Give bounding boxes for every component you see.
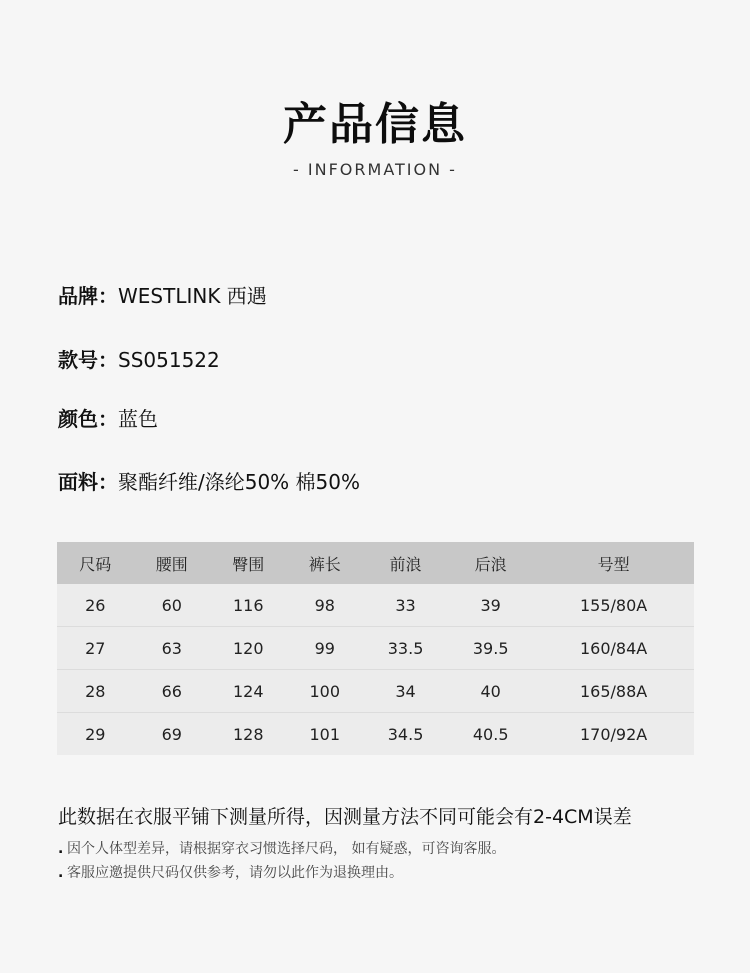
size-table xyxy=(57,542,694,755)
table-cell: 66 xyxy=(134,670,211,713)
info-style-number xyxy=(58,344,220,373)
table-cell: 160/84A xyxy=(533,627,694,670)
table-cell: 28 xyxy=(57,670,134,713)
table-cell: 29 xyxy=(57,713,134,756)
bullet-text: 客服应邀提供尺码仅供参考，请勿以此作为退换理由。 xyxy=(67,865,403,881)
table-cell: 98 xyxy=(287,584,364,627)
column-header: 腰围 xyxy=(134,542,211,584)
info-label: 品牌： xyxy=(58,284,118,308)
table-cell: 26 xyxy=(57,584,134,627)
column-header: 裤长 xyxy=(287,542,364,584)
info-brand xyxy=(58,280,267,309)
table-cell: 165/88A xyxy=(533,670,694,713)
note-bullet-item xyxy=(58,838,505,858)
column-header: 尺码 xyxy=(57,542,134,584)
table-cell: 101 xyxy=(287,713,364,756)
table-cell: 40.5 xyxy=(448,713,533,756)
info-label: 面料： xyxy=(58,470,118,494)
table-cell: 116 xyxy=(210,584,287,627)
table-row xyxy=(57,713,694,756)
table-row xyxy=(57,584,694,627)
bullet-dot-icon: . xyxy=(58,841,64,857)
table-cell: 33 xyxy=(363,584,448,627)
table-cell: 128 xyxy=(210,713,287,756)
table-cell: 63 xyxy=(134,627,211,670)
info-value: WESTLINK 西遇 xyxy=(118,284,267,308)
info-fabric xyxy=(58,466,360,495)
column-header: 臀围 xyxy=(210,542,287,584)
column-header: 号型 xyxy=(533,542,694,584)
info-value: 蓝色 xyxy=(118,407,158,431)
column-header: 前浪 xyxy=(363,542,448,584)
table-cell: 34.5 xyxy=(363,713,448,756)
column-header: 后浪 xyxy=(448,542,533,584)
table-cell: 60 xyxy=(134,584,211,627)
measurement-note: 此数据在衣服平铺下测量所得，因测量方法不同可能会有2-4CM误差 xyxy=(58,806,632,828)
table-cell: 170/92A xyxy=(533,713,694,756)
info-value: 聚酯纤维/涤纶50% 棉50% xyxy=(118,470,361,494)
table-cell: 39 xyxy=(448,584,533,627)
table-cell: 40 xyxy=(448,670,533,713)
table-row xyxy=(57,670,694,713)
bullet-dot-icon: . xyxy=(58,865,64,881)
info-value: SS051522 xyxy=(118,348,220,372)
table-row xyxy=(57,627,694,670)
table-cell: 34 xyxy=(363,670,448,713)
page-subtitle: - INFORMATION - xyxy=(293,160,457,179)
bullet-text: 因个人体型差异，请根据穿衣习惯选择尺码， 如有疑惑，可咨询客服。 xyxy=(67,841,506,857)
page-title: 产品信息 xyxy=(283,99,467,150)
table-header-row xyxy=(57,542,694,584)
table-cell: 33.5 xyxy=(363,627,448,670)
info-label: 款号： xyxy=(58,348,118,372)
info-color xyxy=(58,403,158,432)
table-cell: 39.5 xyxy=(448,627,533,670)
table-cell: 27 xyxy=(57,627,134,670)
info-label: 颜色： xyxy=(58,407,118,431)
table-cell: 100 xyxy=(287,670,364,713)
table-cell: 120 xyxy=(210,627,287,670)
table-cell: 99 xyxy=(287,627,364,670)
table-cell: 69 xyxy=(134,713,211,756)
table-cell: 124 xyxy=(210,670,287,713)
table-cell: 155/80A xyxy=(533,584,694,627)
note-bullet-item xyxy=(58,862,403,882)
